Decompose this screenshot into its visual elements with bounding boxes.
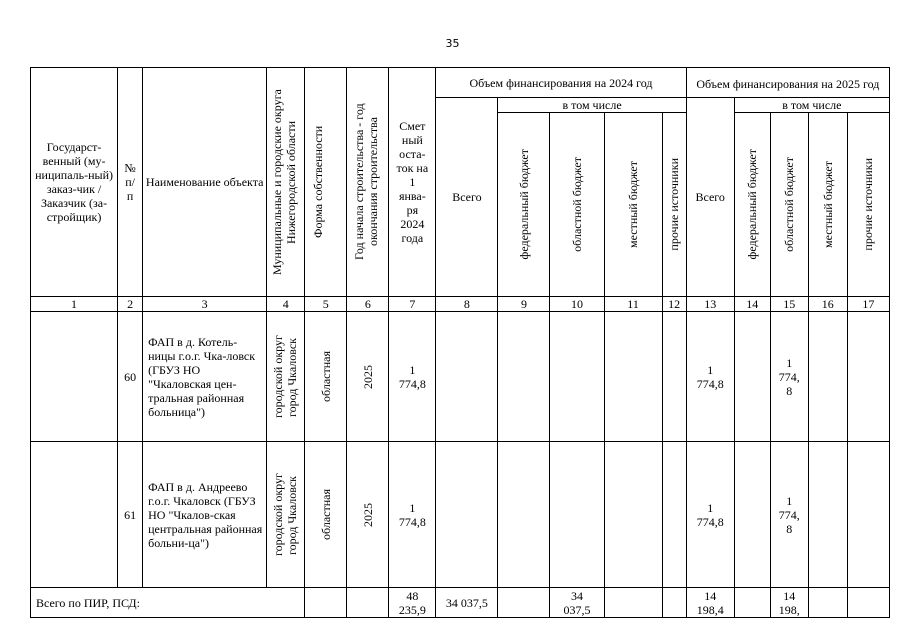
header-municipality: Муниципальные и городские округа Нижегородской области	[267, 68, 305, 297]
header-funding-2024: Объем финансирования на 2024 год	[436, 68, 686, 98]
header-local-2024: местный бюджет	[604, 113, 662, 297]
cell-municipality: городской округ город Чкаловск	[267, 312, 305, 442]
cell-regional-2024	[550, 312, 604, 442]
col-number: 13	[686, 297, 734, 312]
total-federal-2025	[734, 588, 770, 618]
cell-local-2025	[808, 312, 847, 442]
header-total-2025: Всего	[686, 98, 734, 297]
cell-regional-2025: 1 774, 8	[770, 442, 808, 588]
cell-number: 61	[118, 442, 143, 588]
cell-number: 60	[118, 312, 143, 442]
header-ownership: Форма собственности	[305, 68, 347, 297]
cell-other-2024	[662, 442, 686, 588]
cell-ownership: областная	[305, 442, 347, 588]
header-funding-2025: Объем финансирования на 2025 год	[686, 68, 889, 98]
header-regional-2024: областной бюджет	[550, 113, 604, 297]
total-local-2024	[604, 588, 662, 618]
cell-years: 2025	[347, 442, 389, 588]
cell-federal-2024	[498, 312, 550, 442]
cell-total-2024	[436, 442, 498, 588]
cell-estimate: 1 774,8	[389, 312, 436, 442]
header-federal-2025: федеральный бюджет	[734, 113, 770, 297]
total-regional-2025: 14 198,	[770, 588, 808, 618]
col-number: 9	[498, 297, 550, 312]
cell-local-2024	[604, 442, 662, 588]
cell-municipality: городской округ город Чкаловск	[267, 442, 305, 588]
header-including-2024: в том числе	[498, 98, 686, 113]
cell-other-2025	[847, 312, 889, 442]
total-years	[347, 588, 389, 618]
col-number: 7	[389, 297, 436, 312]
cell-estimate: 1 774,8	[389, 442, 436, 588]
col-number: 15	[770, 297, 808, 312]
header-federal-2024: федеральный бюджет	[498, 113, 550, 297]
col-number: 16	[808, 297, 847, 312]
cell-total-2024	[436, 312, 498, 442]
page-number: 35	[445, 37, 460, 50]
cell-local-2025	[808, 442, 847, 588]
cell-regional-2025: 1 774, 8	[770, 312, 808, 442]
header-customer: Государст-венный (му-ниципаль-ный) заказ-чик / Заказчик (за-стройщик)	[31, 68, 118, 297]
col-number: 6	[347, 297, 389, 312]
col-number: 3	[143, 297, 267, 312]
funding-table	[30, 67, 890, 618]
col-number: 2	[118, 297, 143, 312]
total-label: Всего по ПИР, ПСД:	[31, 588, 305, 618]
cell-other-2024	[662, 312, 686, 442]
total-other-2024	[662, 588, 686, 618]
cell-federal-2025	[734, 312, 770, 442]
cell-ownership: областная	[305, 312, 347, 442]
total-local-2025	[808, 588, 847, 618]
total-ownership	[305, 588, 347, 618]
col-number: 10	[550, 297, 604, 312]
header-other-2024: прочие источники	[662, 113, 686, 297]
col-number: 8	[436, 297, 498, 312]
cell-object-name: ФАП в д. Андреево г.о.г. Чкаловск (ГБУЗ НО "Чкалов-ская центральная районная больни-ца")	[143, 442, 267, 588]
col-number: 17	[847, 297, 889, 312]
col-number: 11	[604, 297, 662, 312]
total-row	[31, 588, 890, 618]
total-estimate: 48 235,9	[389, 588, 436, 618]
header-total-2024: Всего	[436, 98, 498, 297]
header-including-2025: в том числе	[734, 98, 889, 113]
cell-object-name: ФАП в д. Котель-ницы г.о.г. Чка-ловск (ГБУЗ НО "Чкаловская цен-тральная районная больница")	[143, 312, 267, 442]
header-object-name: Наименование объекта	[143, 68, 267, 297]
cell-total-2025: 1 774,8	[686, 312, 734, 442]
cell-federal-2024	[498, 442, 550, 588]
header-estimate-rest: Смет ный оста-ток на 1 янва-ря 2024 года	[389, 68, 436, 297]
col-number: 5	[305, 297, 347, 312]
cell-federal-2025	[734, 442, 770, 588]
cell-customer	[31, 442, 118, 588]
header-local-2025: местный бюджет	[808, 113, 847, 297]
col-number: 4	[267, 297, 305, 312]
cell-total-2025: 1 774,8	[686, 442, 734, 588]
col-number: 1	[31, 297, 118, 312]
header-regional-2025: областной бюджет	[770, 113, 808, 297]
total-regional-2024: 34 037,5	[550, 588, 604, 618]
total-other-2025	[847, 588, 889, 618]
cell-regional-2024	[550, 442, 604, 588]
col-number: 14	[734, 297, 770, 312]
cell-other-2025	[847, 442, 889, 588]
table-row	[31, 312, 890, 442]
table-row	[31, 442, 890, 588]
col-number: 12	[662, 297, 686, 312]
cell-years: 2025	[347, 312, 389, 442]
cell-customer	[31, 312, 118, 442]
header-years: Год начала строительства - год окончания строительства	[347, 68, 389, 297]
cell-local-2024	[604, 312, 662, 442]
header-number: № п/ п	[118, 68, 143, 297]
total-federal-2024	[498, 588, 550, 618]
header-other-2025: прочие источники	[847, 113, 889, 297]
total-2024: 34 037,5	[436, 588, 498, 618]
total-2025: 14 198,4	[686, 588, 734, 618]
